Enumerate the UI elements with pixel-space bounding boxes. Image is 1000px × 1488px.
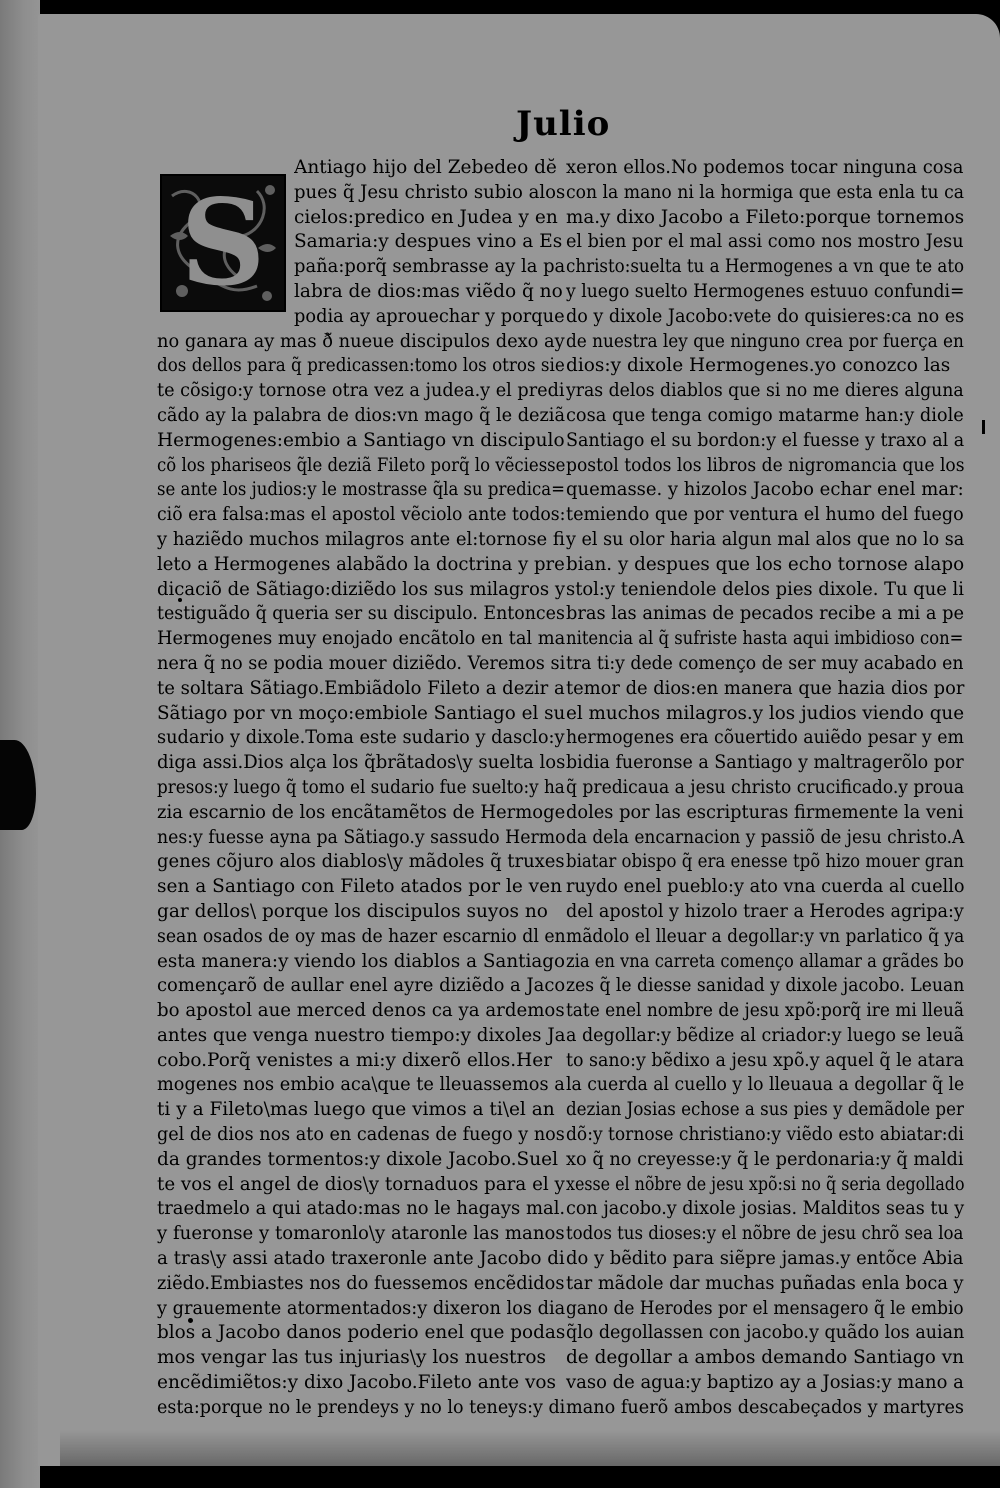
ink-speck xyxy=(982,420,985,434)
text-line: testiguãdo q̃ queria ser su discipulo. Entonces xyxy=(157,603,565,625)
text-line: yras delos diablos que si no me dieres alguna xyxy=(566,380,964,402)
text-line: sen a Santiago con Fileto atados por le ven xyxy=(157,876,562,898)
text-line: no ganara ay mas ð̃ nueue discipulos dexo ay xyxy=(157,330,565,352)
text-line: postol todos los libros de nigromancia que los xyxy=(566,454,965,476)
text-line: dos dellos para q̃ predicassen:tomo los otros sie xyxy=(157,355,565,377)
text-line: Santiago el su bordon:y el fuesse y traxo al a xyxy=(566,429,965,451)
text-line: tar mãdole dar muchas puñadas enla boca y xyxy=(566,1272,964,1294)
text-line: de degollar a ambos demando Santiago vn xyxy=(566,1347,965,1369)
text-line: antes que venga nuestro tiempo:y dixoles Ja xyxy=(157,1024,566,1046)
text-line: te cõsigo:y tornose otra vez a judea.y el predi xyxy=(157,380,565,402)
text-line: podia ay aprouechar y porque xyxy=(294,305,565,327)
text-line: cãdo ay la palabra de dios:vn mago q̃ le deziã xyxy=(157,404,566,426)
text-line: dezian Josias echose a sus pies y demãdole per xyxy=(566,1099,964,1121)
text-line: doles por las escripturas firmemente la veni xyxy=(566,801,964,823)
text-line: se ante los judios:y le mostrasse q̃la su predica= xyxy=(157,479,565,501)
text-line: to sano:y bẽdixo a jesu xpõ.y aquel q̃ le atara xyxy=(566,1049,965,1071)
text-line: cosa que tenga comigo matarme han:y diole xyxy=(566,404,964,426)
text-line: temiendo que por ventura el humo del fuego xyxy=(566,504,964,526)
text-line: dios:y dixole Hermogenes.yo conozco las xyxy=(566,355,951,377)
text-line: stol:y teniendole delos pies dixole. Tu que li xyxy=(566,578,965,600)
text-line: y fueronse y tomaronlo\y ataronle las manos xyxy=(157,1223,565,1245)
text-line: encẽdimiẽtos:y dixo Jacobo.Fileto ante vos xyxy=(157,1372,557,1394)
text-line: presos:y luego q̃ tomo el sudario fue suelto:y ha xyxy=(157,776,565,798)
text-line: Samaria:y despues vino a Es xyxy=(294,231,563,253)
text-line: q̃ predicaua a jesu christo crucificado.y proua xyxy=(566,776,965,798)
left-text-column xyxy=(157,156,565,1421)
text-line: christo:suelta tu a Hermogenes a vn que te ato xyxy=(566,256,965,278)
text-line: traedmelo a qui atado:mas no le hagays mal. xyxy=(157,1198,566,1220)
text-line: cobo.Porq̃ venistes a mi:y dixerõ ellos.Her xyxy=(157,1049,553,1071)
text-line: y grauemente atormentados:y dixeron los dia xyxy=(157,1297,566,1319)
text-line: xeron ellos.No podemos tocar ninguna cosa xyxy=(566,157,964,178)
text-line: dõ:y tornose christiano:y viẽdo esto abiatar:di xyxy=(566,1124,964,1146)
text-line: Hermogenes:embio a Santiago vn discipulo xyxy=(157,429,565,451)
text-line: Hermogenes muy enojado encãtolo en tal ma xyxy=(157,628,566,650)
text-line: esta manera:y viendo los diablos a Santiago xyxy=(157,950,566,972)
text-line: diga assi.Dios alça los q̃brãtados\y suelta los xyxy=(157,752,566,774)
text-line: mogenes nos embio aca\que te lleuassemos a xyxy=(157,1074,565,1096)
text-line: q̃lo degollassen con jacobo.y quãdo los auian xyxy=(566,1322,965,1344)
text-line: xesse el nõbre de jesu xpõ:si no q̃ seria degollado xyxy=(566,1173,965,1195)
text-line: do y bẽdito para siẽpre jamas.y entõce Abia xyxy=(566,1248,964,1270)
text-line: leto a Hermogenes alabãdo la doctrina y pre xyxy=(157,553,565,575)
text-line: te soltara Sãtiago.Embiãdolo Fileto a dezir a xyxy=(157,677,565,699)
text-line: labra de dios:mas viẽdo q̃ no xyxy=(294,280,563,302)
text-line: tra ti:y dede començo de ser muy acabado en xyxy=(566,652,964,674)
text-line: paña:porq̃ sembrasse ay la pa xyxy=(294,256,566,278)
text-line: pues q̃ Jesu christo subio alos xyxy=(294,181,566,203)
text-line: do y dixole Jacobo:vete do quisieres:ca no es xyxy=(566,305,965,327)
text-line: de nuestra ley que ninguno crea por fuerça en xyxy=(566,330,964,352)
text-line: esta:porque no le prendeys y no lo teneys:y di xyxy=(157,1396,566,1418)
text-line: ruydo enel pueblo:y ato vna cuerda al cuello xyxy=(566,876,965,898)
text-line: Sãtiago por vn moço:embiole Santiago el su xyxy=(157,702,566,724)
text-line: ti y a Fileto\mas luego que vimos a ti\el an xyxy=(157,1099,555,1121)
text-line: hermogenes era cõuertido auiẽdo pesar y em xyxy=(566,727,964,749)
text-line: ciõ era falsa:mas el apostol vẽciolo ante todos: xyxy=(157,504,566,526)
text-line: da grandes tormentos:y dixole Jacobo.Suel xyxy=(157,1148,559,1170)
text-line: genes cõjuro alos diablos\y mãdoles q̃ truxes xyxy=(157,851,565,873)
text-line: Antiago hijo del Zebedeo dӗ xyxy=(294,157,557,178)
text-line: vaso de agua:y baptizo ay a Josias:y mano a xyxy=(566,1372,964,1394)
text-line: bras las animas de pecados recibe a mi a pe xyxy=(566,603,964,625)
text-line: cõ los phariseos q̃le deziã Fileto porq̃ lo vẽciesse xyxy=(157,454,566,476)
text-line: començarõ de aullar enel ayre diziẽdo a Jaco xyxy=(157,975,566,997)
text-line: del apostol y hizolo traer a Herodes agripa:y xyxy=(566,900,964,922)
text-line: xo q̃ no creyesse:y q̃ le perdonaria:y q̃ maldi xyxy=(566,1148,964,1170)
text-line: ma.y dixo Jacobo a Fileto:porque tornemos xyxy=(566,206,965,228)
text-line: ziẽdo.Embiastes nos do fuessemos encẽdidos xyxy=(157,1272,565,1294)
text-line: tate enel nombre de jesu xpõ:porq̃ ire mi lleuã xyxy=(566,1000,964,1022)
text-line: te vos el angel de dios\y tornaduos para el y xyxy=(157,1173,565,1195)
right-text-column xyxy=(566,156,964,1421)
text-line: bidia fueronse a Santiago y maltragerõlo por xyxy=(566,752,964,774)
text-line: gel de dios nos ato en cadenas de fuego y nos xyxy=(157,1124,565,1146)
text-line: temor de dios:en manera que hazia dios por xyxy=(566,677,965,699)
text-line: con la mano ni la hormiga que esta enla tu ca xyxy=(566,181,965,203)
text-line: gano de Herodes por el mensagero q̃ le embio xyxy=(566,1297,964,1319)
text-line: y haziẽdo muchos milagros ante el:tornose fi xyxy=(157,528,565,550)
text-line: sean osados de oy mas de hazer escarnio dl en xyxy=(157,925,566,947)
text-line: zes q̃ le diesse sanidad y dixole jacobo. Leuan xyxy=(566,975,965,997)
text-line: todos tus dioses:y el nõbre de jesu chrõ sea loa xyxy=(566,1223,964,1245)
text-line: zia en vna carreta començo allamar a grãdes bo xyxy=(566,950,964,972)
text-line: mãdolo el lleuar a degollar:y vn parlatico q̃ ya xyxy=(566,925,965,947)
text-line: mos vengar las tus injurias\y los nuestros xyxy=(157,1347,546,1369)
text-line: a tras\y assi atado traxeronle ante Jacobo di xyxy=(157,1248,565,1270)
text-line: a degollar:y bẽdize al criador:y luego se leuã xyxy=(566,1024,965,1046)
text-line: gar dellos\ porque los discipulos suyos no xyxy=(157,900,548,922)
text-line: el bien por el mal assi como nos mostro Jesu xyxy=(566,231,964,253)
text-line: el muchos milagros.y los judios viendo que xyxy=(566,702,965,724)
initial-letter: S xyxy=(180,173,266,312)
text-line: nitencia al q̃ sufriste hasta aqui imbidioso con= xyxy=(566,628,964,650)
text-line: y luego suelto Hermogenes estuuo confundi= xyxy=(566,280,965,302)
text-line: dicaciõ de Sãtiago:diziẽdo los sus milagros y xyxy=(157,578,566,600)
text-line: bian. y despues que los echo tornose alapo xyxy=(566,553,965,575)
text-line: zia escarnio de los encãtamẽtos de Hermoge xyxy=(157,801,566,823)
text-line: nes:y fuesse ayna pa Sãtiago.y sassudo Hermo xyxy=(157,826,566,848)
text-line: con jacobo.y dixole josias. Malditos seas tu y xyxy=(566,1198,965,1220)
text-line: y el su olor haria algun mal alos que no lo sa xyxy=(566,528,965,550)
text-line: cielos:predico en Judea y en xyxy=(294,206,558,228)
running-head: Julio xyxy=(516,104,611,144)
text-line: biatar obispo q̃ era enesse tpõ hizo mouer gran xyxy=(566,851,964,873)
page-bottom-shadow xyxy=(60,1430,1000,1470)
text-line: mano fuerõ ambos descabeçados y martyres xyxy=(566,1396,964,1418)
text-line: sudario y dixole.Toma este sudario y dasclo:y xyxy=(157,727,565,749)
text-line: la cuerda al cuello y lo lleuaua a degollar q̃ le xyxy=(566,1074,965,1096)
text-line: quemasse. y hizolos Jacobo echar enel mar: xyxy=(566,479,964,501)
text-line: blos a Jacobo danos poderio enel que podas xyxy=(157,1322,566,1344)
text-line: bo apostol aue merced denos ca ya ardemos xyxy=(157,1000,565,1022)
text-line: nera q̃ no se podia mouer diziẽdo. Veremos si xyxy=(157,652,566,674)
text-line: da dela encarnacion y passiõ de jesu christo.A xyxy=(566,826,965,848)
